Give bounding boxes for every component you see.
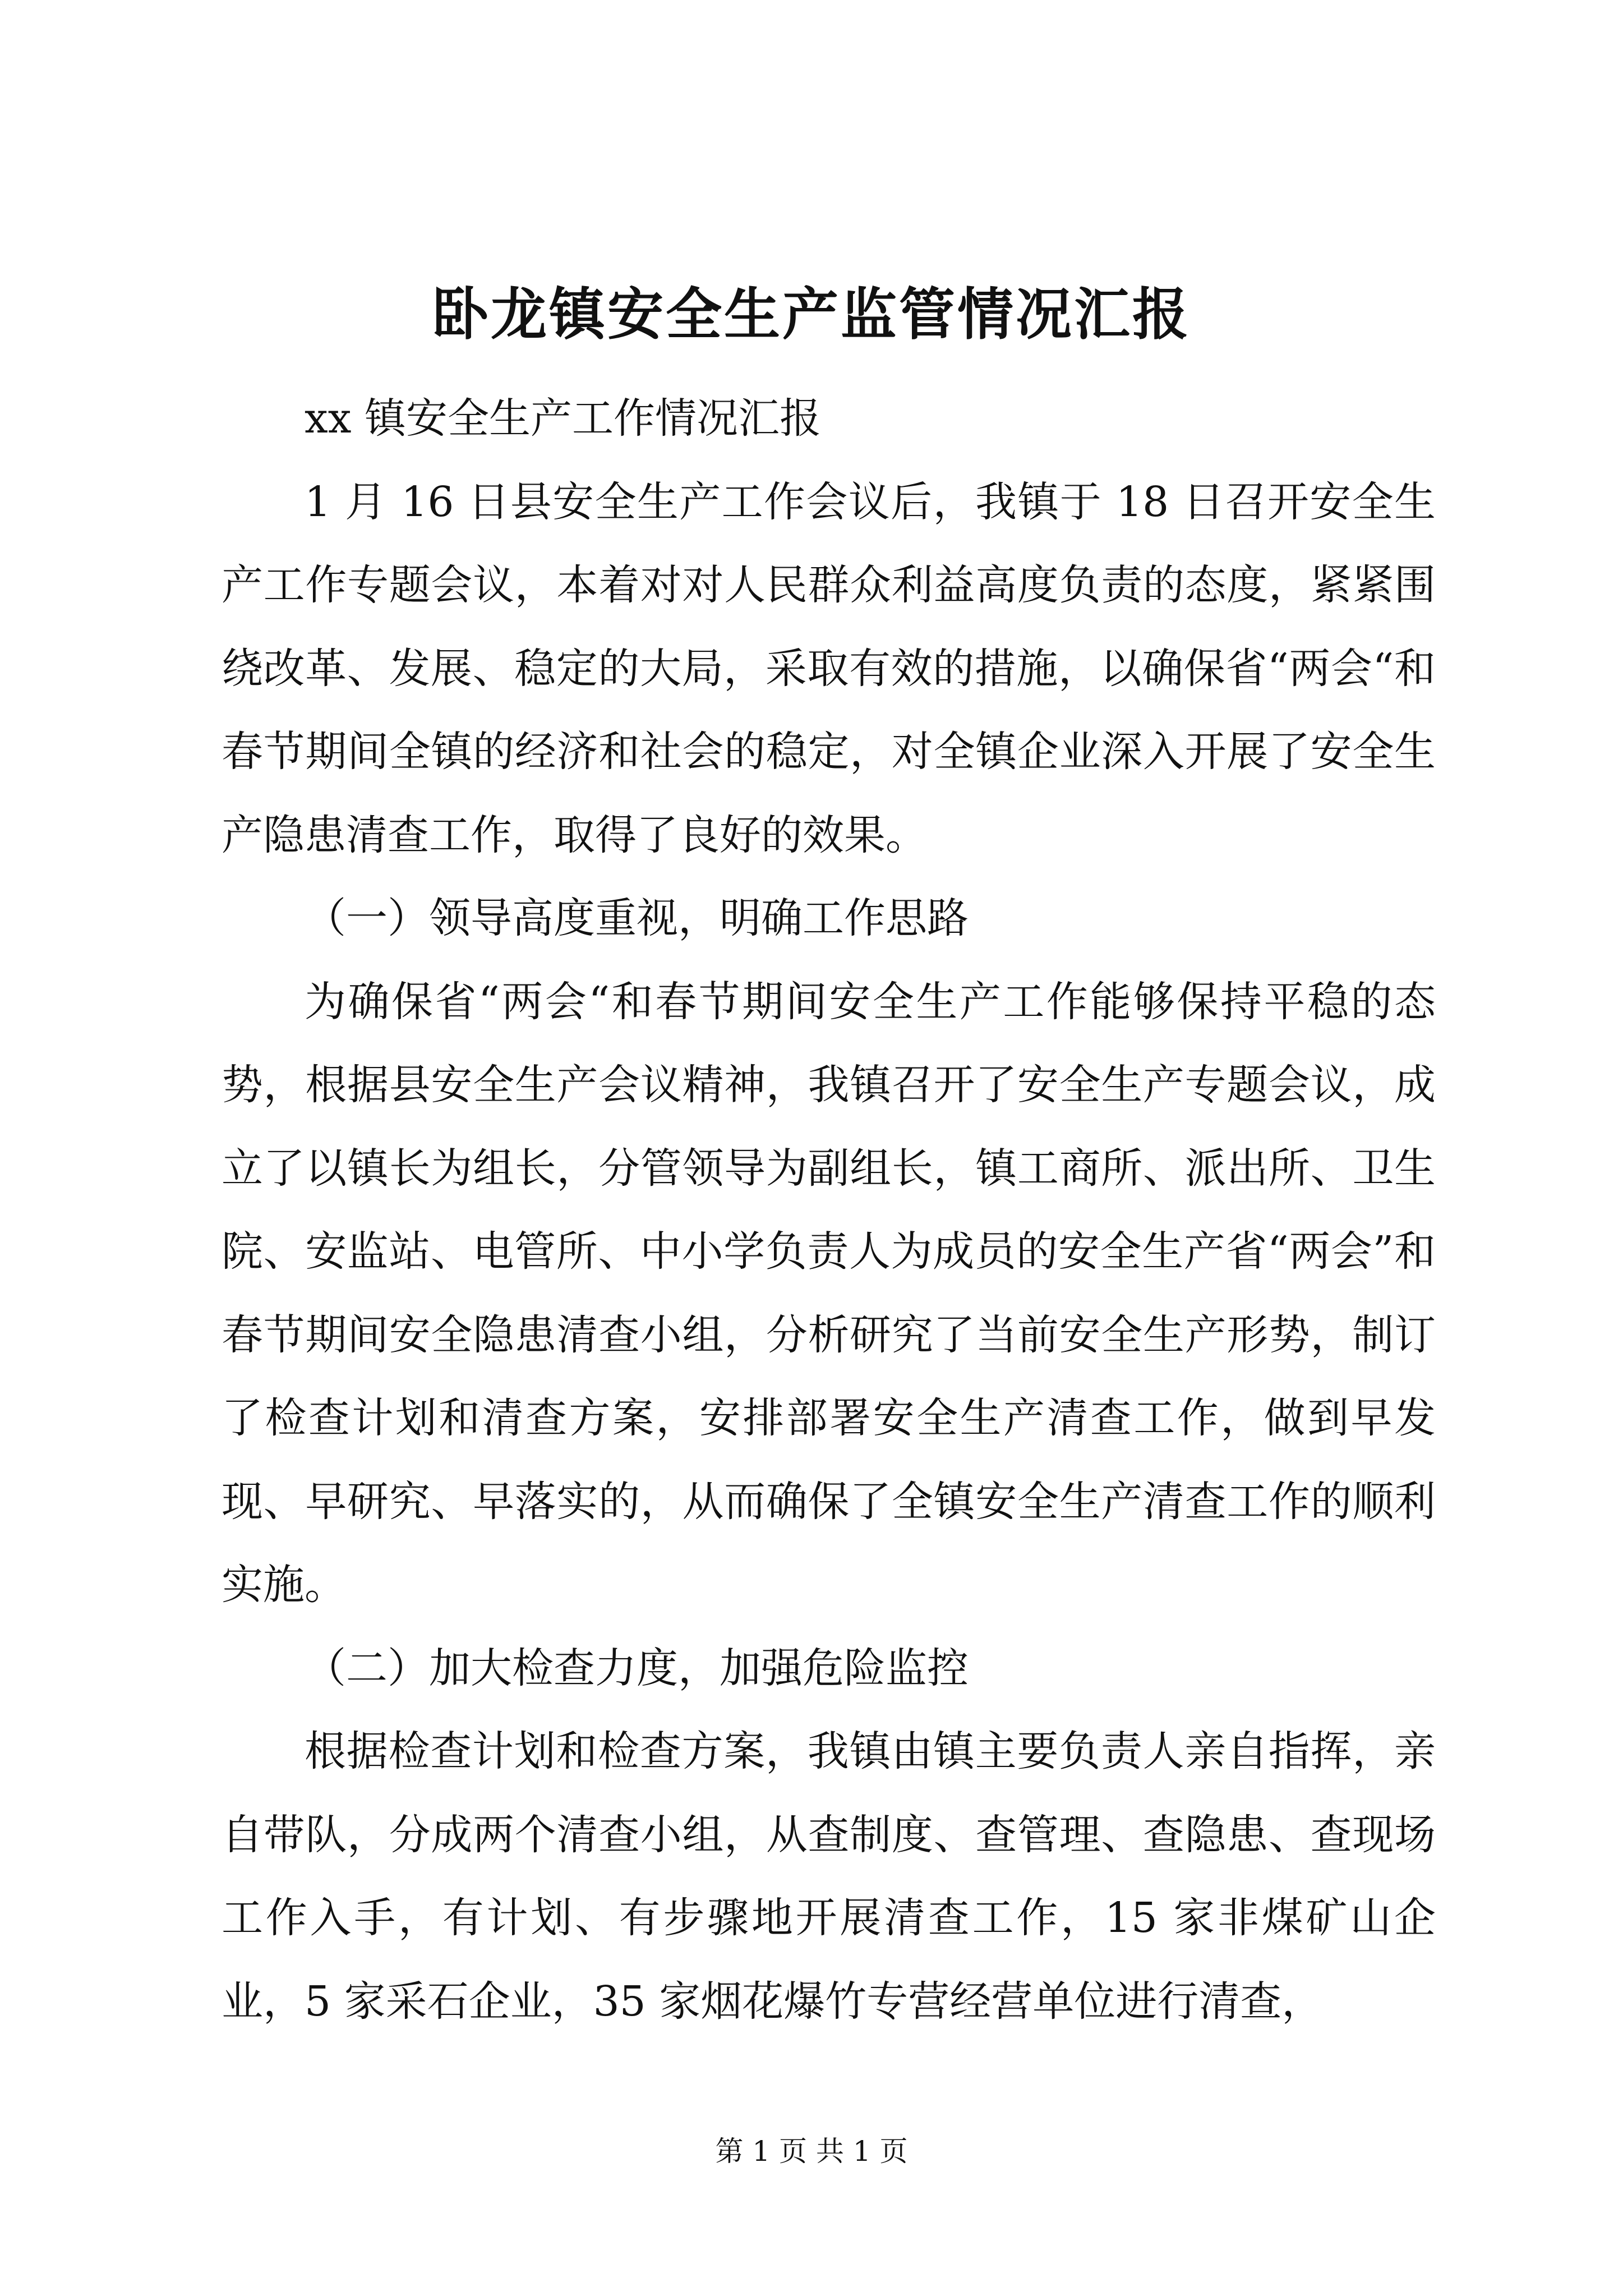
paragraph-subtitle: xx 镇安全生产工作情况汇报 [305, 394, 821, 443]
paragraph-intro: 1 月 16 日县安全生产工作会议后，我镇于 18 日召开安全生产工作专题会议，本着对对人民群众利益高度负责的态度，紧紧围绕改革、发展、稳定的大局，采取有效的措施，以确保省“两会“和春节期间全镇的经济和社会的稳定，对全镇企业深入开展了安全生产隐患清查工作，取得了良好的效果。 [222, 477, 1436, 859]
section-heading-1: （一）领导高度重视，明确工作思路 [305, 894, 969, 942]
document-body [222, 377, 1436, 2043]
paragraph-section-2: 根据检查计划和检查方案，我镇由镇主要负责人亲自指挥，亲自带队，分成两个清查小组，从查制度、查管理、查隐患、查现场工作入手，有计划、有步骤地开展清查工作，15 家非煤矿山企业，5 家采石企业，35 家烟花爆竹专营经营单位进行清查， [222, 1727, 1436, 2026]
page-footer: 第 1 页 共 1 页 [715, 2135, 908, 2168]
section-heading-2: （二）加大检查力度，加强危险监控 [305, 1644, 969, 1692]
document-title: 卧龙镇安全生产监管情况汇报 [432, 281, 1191, 347]
paragraph-section-1: 为确保省“两会“和春节期间安全生产工作能够保持平稳的态势，根据县安全生产会议精神，我镇召开了安全生产专题会议，成立了以镇长为组长，分管领导为副组长，镇工商所、派出所、卫生院、安监站、电管所、中小学负责人为成员的安全生产省“两会”和春节期间安全隐患清查小组，分析研究了当前安全生产形势，制订了检查计划和清查方案，安排部署安全生产清查工作，做到早发现、早研究、早落实的，从而确保了全镇安全生产清查工作的顺利实施。 [222, 977, 1436, 1609]
